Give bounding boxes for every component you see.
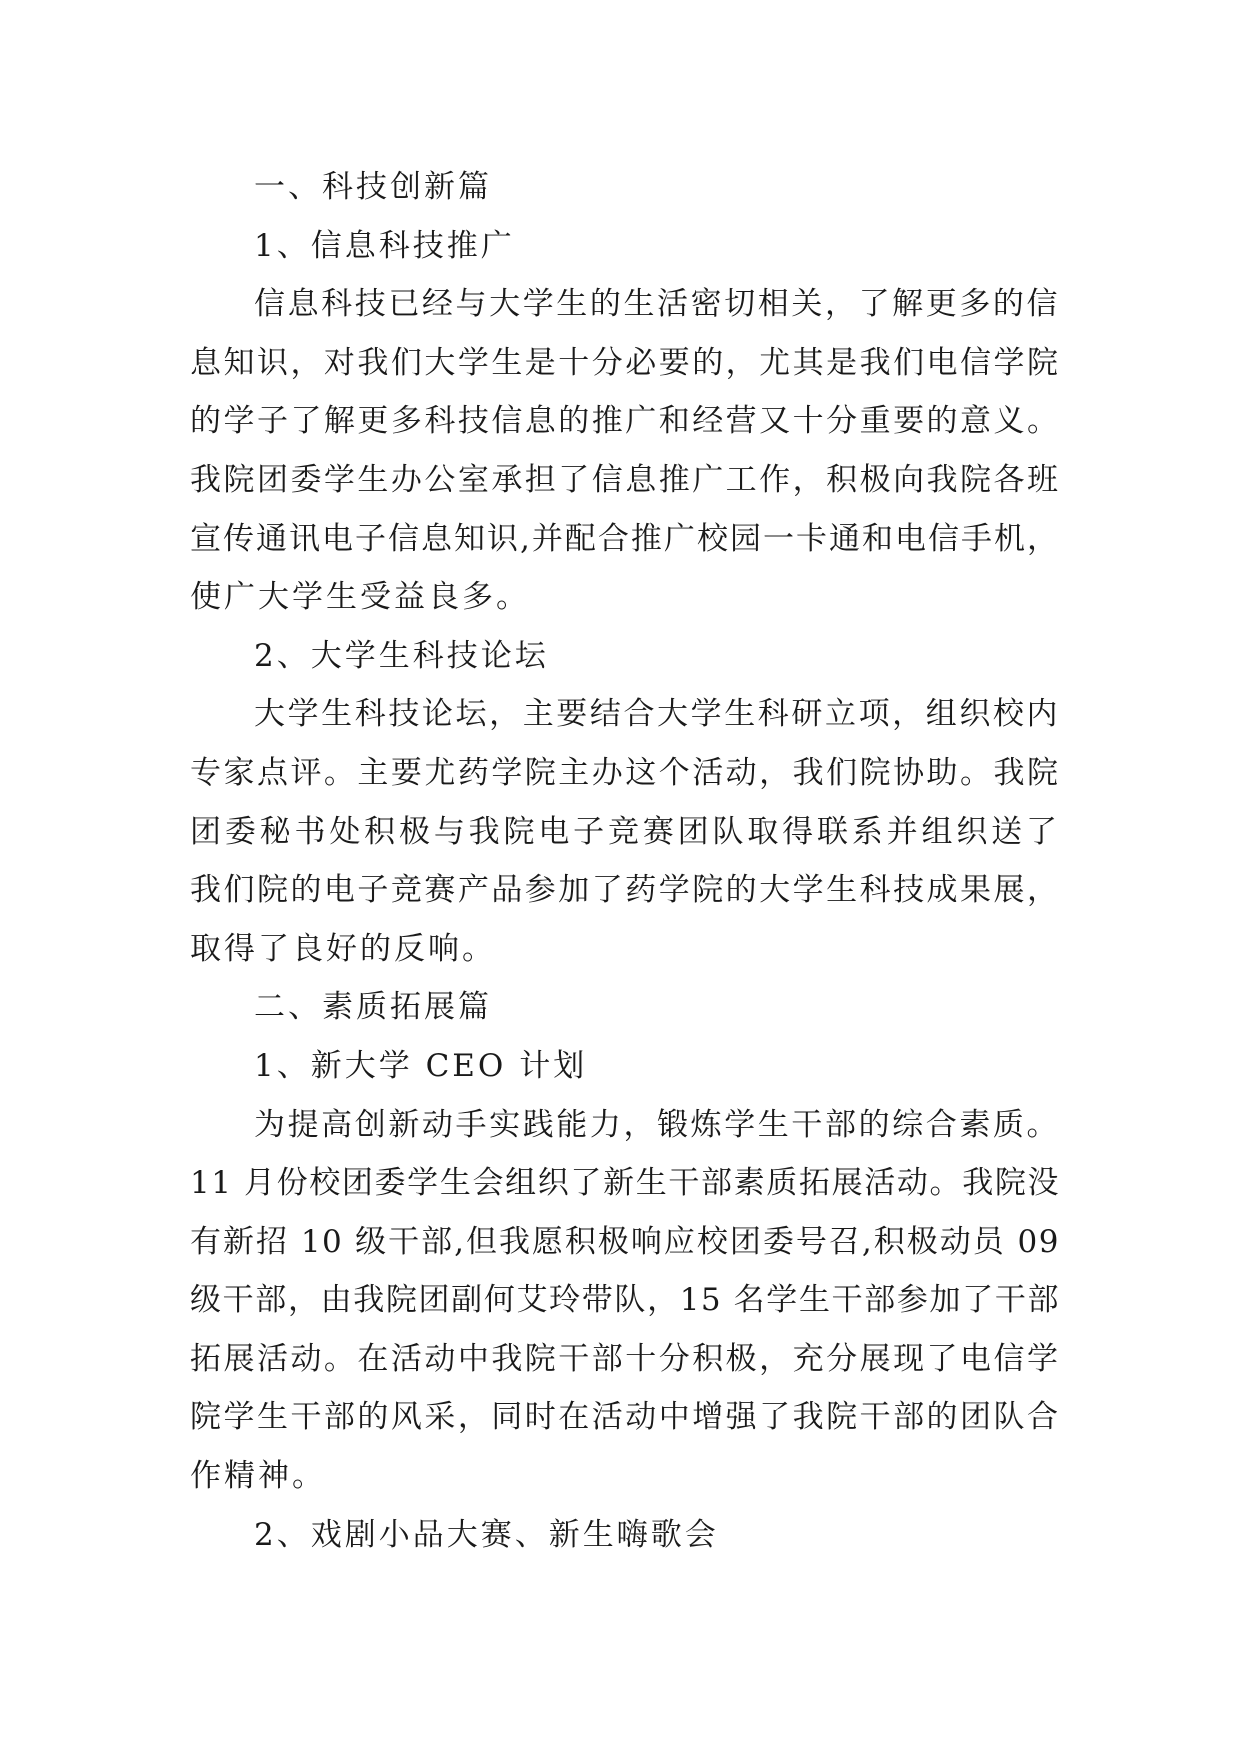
section-heading: 二、素质拓展篇 [254, 989, 492, 1026]
section-heading: 一、科技创新篇 [254, 169, 492, 205]
paragraph-line: 大学生科技论坛，主要结合大学生科研立项，组织校内 [254, 696, 1060, 733]
paragraph-line: 院学生干部的风采，同时在活动中增强了我院干部的团队合 [190, 1399, 1060, 1436]
paragraph-line: 专家点评。主要尤药学院主办这个活动，我们院协助。我院 [190, 754, 1060, 791]
subsection-heading: 2、大学生科技论坛 [254, 637, 549, 674]
paragraph-line: 我院团委学生办公室承担了信息推广工作，积极向我院各班 [190, 461, 1060, 498]
paragraph-line: 11 月份校团委学生会组织了新生干部素质拓展活动。我院没 [190, 1165, 1060, 1202]
subsection-heading: 2、戏剧小品大赛、新生嗨歌会 [254, 1516, 719, 1553]
paragraph-line: 的学子了解更多科技信息的推广和经营又十分重要的意义。 [190, 403, 1060, 440]
paragraph-line: 我们院的电子竞赛产品参加了药学院的大学生科技成果展， [190, 872, 1060, 909]
paragraph-line: 为提高创新动手实践能力，锻炼学生干部的综合素质。 [254, 1106, 1060, 1143]
document-body [190, 158, 1060, 1564]
paragraph-line: 宣传通讯电子信息知识,并配合推广校园一卡通和电信手机， [190, 520, 1060, 557]
paragraph-line: 使广大学生受益良多。 [190, 579, 530, 616]
subsection-heading: 1、信息科技推广 [254, 227, 515, 264]
paragraph-line: 取得了良好的反响。 [190, 930, 496, 967]
subsection-heading: 1、新大学 CEO 计划 [254, 1047, 588, 1084]
paragraph-line: 级干部，由我院团副何艾玲带队，15 名学生干部参加了干部 [190, 1282, 1060, 1319]
paragraph-line: 团委秘书处积极与我院电子竞赛团队取得联系并组织送了 [190, 813, 1060, 850]
paragraph-line: 拓展活动。在活动中我院干部十分积极，充分展现了电信学 [190, 1340, 1060, 1377]
paragraph-line: 息知识，对我们大学生是十分必要的，尤其是我们电信学院 [190, 344, 1060, 381]
paragraph-line: 信息科技已经与大学生的生活密切相关，了解更多的信 [254, 286, 1060, 323]
paragraph-line: 有新招 10 级干部,但我愿积极响应校团委号召,积极动员 09 [190, 1223, 1060, 1260]
paragraph-line: 作精神。 [190, 1458, 326, 1495]
